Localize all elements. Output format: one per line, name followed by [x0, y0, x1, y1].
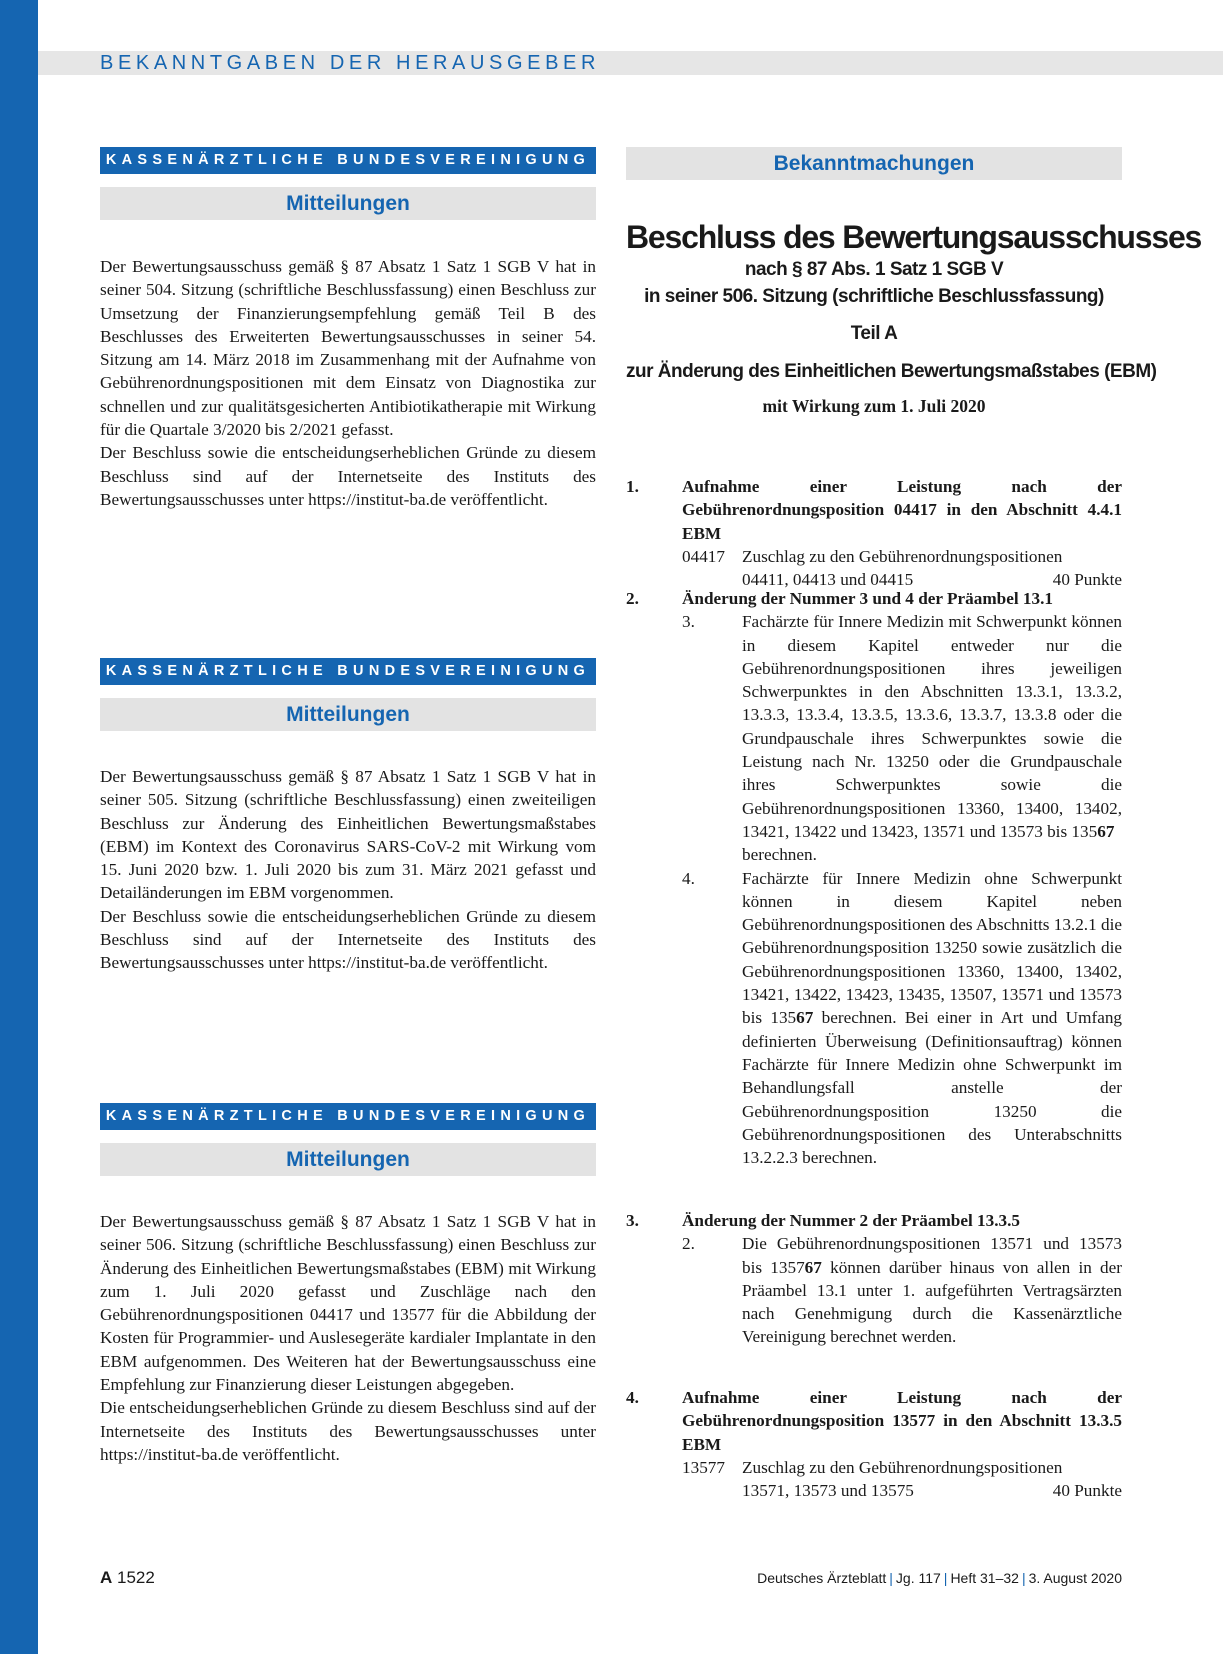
left-accent-strip — [0, 0, 38, 1654]
separator: | — [943, 1570, 948, 1586]
announcement-text — [100, 1210, 596, 1466]
part-label: Teil A — [850, 323, 898, 344]
org-bar: KASSENÄRZTLICHE BUNDESVEREINIGUNG — [100, 147, 596, 174]
fee-item — [682, 545, 1122, 592]
org-bar: KASSENÄRZTLICHE BUNDESVEREINIGUNG — [100, 1103, 596, 1130]
journal-name: Deutsches Ärzteblatt — [757, 1570, 887, 1586]
section-3 — [626, 1209, 1122, 1349]
item-text: berechnen. — [742, 845, 817, 865]
section-bar: Mitteilungen — [100, 1143, 596, 1176]
paragraph: Der Bewertungsausschuss gemäß § 87 Absatz 1 Satz 1 SGB V hat in seiner 504. Sitzung (schriftliche Beschlussfassung) einen Beschluss zur Umsetzung der Finanzierungsempfehlung gemäß Teil B des Beschlusses des Erweiterten Bewertungsausschusses in seiner 54. Sitzung am 14. März 2018 im Zusammenhang mit der Aufnahme von Gebührenordnungspositionen mit dem Einsatz von Diagnostika zur schnellen und zur qualitätsgesicherten Antibiotikatherapie mit Wirkung für die Quartale 3/2020 bis 2/2021 gefasst. — [100, 257, 596, 440]
preamble-item — [682, 867, 1122, 1170]
section-2 — [626, 587, 1122, 1169]
separator: | — [1021, 1570, 1026, 1586]
paragraph: Der Bewertungsausschuss gemäß § 87 Absatz 1 Satz 1 SGB V hat in seiner 506. Sitzung (schriftliche Beschlussfassung) einen Beschluss zur Änderung des Einheitlichen Bewertungsmaßstabes (EBM) mit Wirkung zum 1. Juli 2020 gefasst und Zuschläge nach den Gebührenordnungspositionen 04417 und 13577 für die Abbildung der Kosten für Programmier- und Auslesegeräte kardialer Implantate in den EBM aufgenommen. Des Weiteren hat der Bewertungsausschuss eine Empfehlung zur Finanzierung dieser Leistungen abgegeben. — [100, 1212, 596, 1395]
section-4 — [626, 1386, 1122, 1502]
item-text: Fachärzte für Innere Medizin ohne Schwerpunkt können in diesem Kapitel neben Gebührenordnungspositionen des Abschnitts 13.2.1 die Gebührenordnungsposition 13250 sowie zusätzlich die Gebührenordnungspositionen 13360, 13400, 13402, 13421, 13422, 13423, 13435, 13507, 13571 und 13573 bis 135 — [742, 868, 1122, 1028]
preamble-item — [682, 610, 1122, 866]
fee-points: 40 Punkte — [1052, 1481, 1122, 1501]
journal-citation — [757, 1570, 1122, 1586]
fee-code: 04417 — [682, 546, 725, 566]
journal-issue: Heft 31–32 — [950, 1570, 1019, 1586]
resolution-subtitle: in seiner 506. Sitzung (schriftliche Beschlussfassung) — [644, 286, 1104, 307]
announcement-text — [100, 765, 596, 975]
effective-date: mit Wirkung zum 1. Juli 2020 — [762, 396, 986, 416]
item-text: Fachärzte für Innere Medizin mit Schwerpunkt können in diesem Kapitel entweder nur die Gebührenordnungspositionen ihres jeweiligen Schwerpunktes in den Abschnitten 13.3.1, 13.3.2, 13.3.3, 13.3.4, 13.3.5, 13.3.6, 13.3.7, 13.3.8 oder die Grundpauschale ihres Schwerpunktes sowie die Leistung nach Nr. 13250 oder die Grundpauschale ihres Schwerpunktes sowie die Gebührenordnungspositionen 13360, 13400, 13402, 13421, 13422 und 13423, 13571 und 13573 bis 135 — [742, 612, 1122, 841]
resolution-title: Beschluss des Bewertungsausschusses — [626, 219, 1202, 255]
paragraph: Der Beschluss sowie die entscheidungserheblichen Gründe zu diesem Beschluss sind auf der Internetseite des Instituts des Bewertungsausschusses unter https://institut-ba.de veröffentlicht. — [100, 443, 596, 509]
resolution-subject: zur Änderung des Einheitlichen Bewertungsmaßstabes (EBM) — [626, 361, 1157, 382]
section-heading: Änderung der Nummer 2 der Präambel 13.3.5 — [682, 1211, 1021, 1230]
item-text: können darüber hinaus von allen in der Präambel 13.1 unter 1. aufgeführten Vertragsärzten nach Genehmigung durch die Kassenärztliche Vereinigung berechnet werden. — [742, 1257, 1122, 1347]
section-number: 2. — [626, 589, 639, 608]
section-bar: Bekanntmachungen — [626, 147, 1122, 180]
item-number: 3. — [682, 612, 695, 632]
section-number: 1. — [626, 477, 639, 496]
section-1 — [626, 475, 1122, 591]
journal-volume: Jg. 117 — [895, 1570, 941, 1586]
item-text: berechnen. Bei einer in Art und Umfang definierten Überweisung (Definitionsauftrag) können Fachärzte für Innere Medizin ohne Schwerpunkt im Behandlungsfall anstelle der Gebührenordnungsposition 13250 die Gebührenordnungspositionen des Unterabschnitts 13.2.2.3 berechnen. — [742, 1008, 1123, 1168]
journal-date: 3. August 2020 — [1028, 1570, 1122, 1586]
paragraph: Die entscheidungserheblichen Gründe zu diesem Beschluss sind auf der Internetseite des Instituts des Bewertungsausschusses unter https://institut-ba.de veröffentlicht. — [100, 1398, 596, 1464]
section-number: 3. — [626, 1211, 639, 1230]
section-heading: Aufnahme einer Leistung nach der Gebührenordnungsposition 13577 in den Abschnitt 13.3.5 EBM — [682, 1388, 1122, 1454]
fee-item — [682, 1456, 1122, 1503]
page-header-title: BEKANNTGABEN DER HERAUSGEBER — [100, 52, 600, 74]
separator: | — [889, 1570, 893, 1586]
resolution-subtitle: nach § 87 Abs. 1 Satz 1 SGB V — [744, 259, 1004, 280]
page-number — [100, 1568, 155, 1588]
fee-points: 40 Punkte — [1052, 570, 1122, 590]
preamble-item — [682, 1232, 1122, 1348]
item-text: Die Gebührenordnungspositionen 13571 und 13573 bis 1357 — [742, 1234, 1122, 1277]
fee-description: 13571, 13573 und 13575 — [742, 1481, 914, 1501]
fee-description: 04411, 04413 und 04415 — [742, 570, 914, 590]
section-number: 4. — [626, 1388, 639, 1407]
item-number: 2. — [682, 1234, 695, 1254]
fee-code: 13577 — [682, 1457, 725, 1477]
section-heading: Änderung der Nummer 3 und 4 der Präambel 13.1 — [682, 589, 1053, 608]
section-heading: Aufnahme einer Leistung nach der Gebührenordnungsposition 04417 in den Abschnitt 4.4.1 EBM — [682, 477, 1122, 543]
section-bar: Mitteilungen — [100, 187, 596, 220]
item-emphasis: 67 — [796, 1008, 814, 1028]
item-number: 4. — [682, 868, 695, 888]
page-prefix: A — [100, 1568, 113, 1587]
org-bar: KASSENÄRZTLICHE BUNDESVEREINIGUNG — [100, 658, 596, 685]
announcement-text — [100, 255, 596, 511]
paragraph: Der Bewertungsausschuss gemäß § 87 Absatz 1 Satz 1 SGB V hat in seiner 505. Sitzung (schriftliche Beschlussfassung) einen zweiteiligen Beschluss zur Änderung des Einheitlichen Bewertungsmaßstabes (EBM) im Kontext des Coronavirus SARS-CoV-2 mit Wirkung vom 15. Juni 2020 bzw. 1. Juli 2020 bis zum 31. März 2021 gefasst und Detailänderungen im EBM vorgenommen. — [100, 767, 596, 903]
item-emphasis: 67 — [804, 1257, 822, 1277]
paragraph: Der Beschluss sowie die entscheidungserheblichen Gründe zu diesem Beschluss sind auf der Internetseite des Instituts des Bewertungsausschusses unter https://institut-ba.de veröffentlicht. — [100, 906, 596, 973]
fee-description: Zuschlag zu den Gebührenordnungspositionen — [742, 546, 1063, 566]
section-bar: Mitteilungen — [100, 698, 596, 731]
item-emphasis: 67 — [1097, 821, 1115, 841]
page-num: 1522 — [117, 1568, 155, 1587]
fee-description: Zuschlag zu den Gebührenordnungspositionen — [742, 1457, 1063, 1477]
